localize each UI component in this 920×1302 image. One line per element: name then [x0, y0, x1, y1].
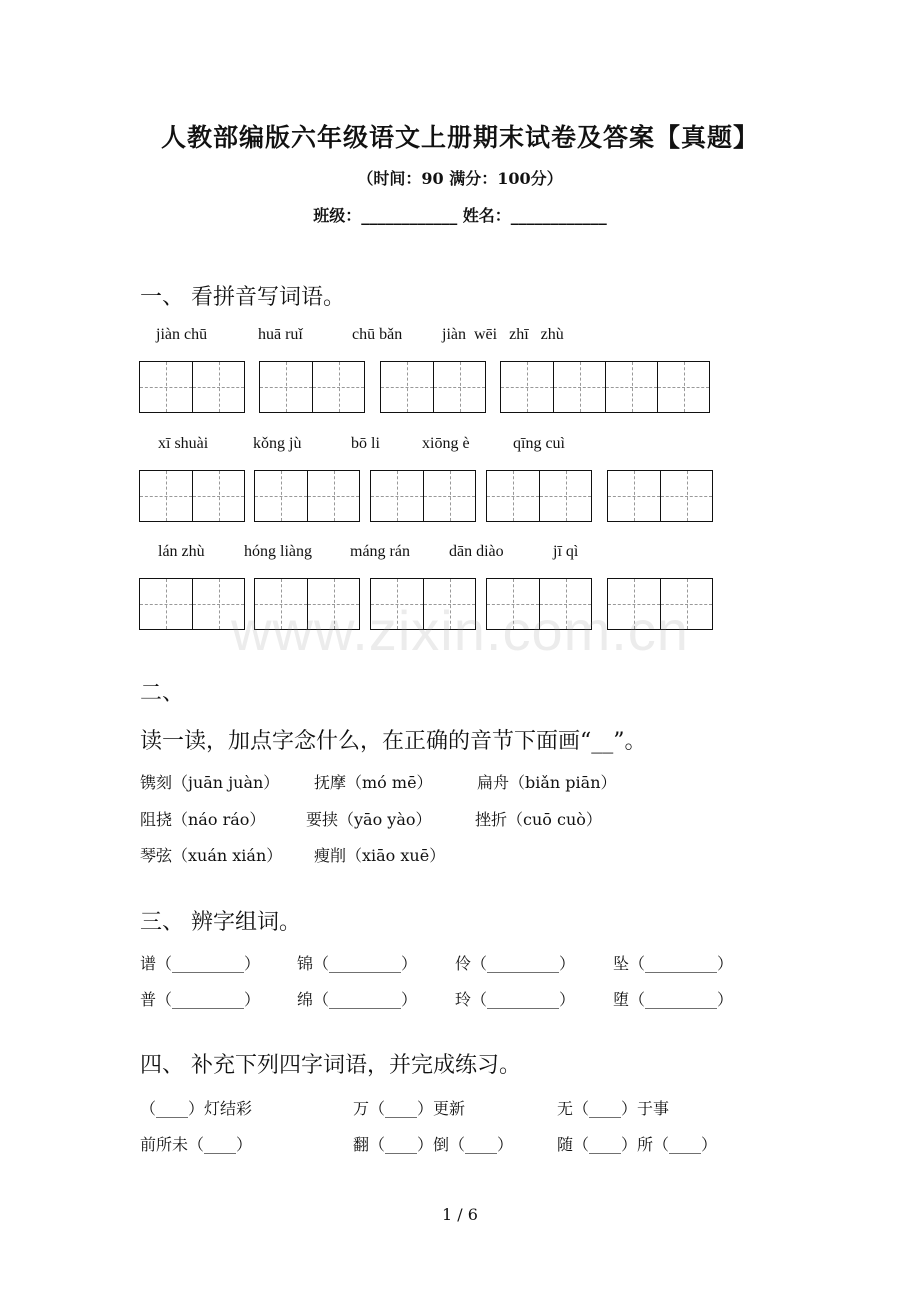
pinyin-label: xiōng è: [422, 435, 470, 452]
class-name-line: 班级：____________ 姓名：____________: [313, 206, 607, 225]
pinyin-label: huā ruǐ: [258, 326, 303, 343]
pinyin-label: kǒng jù: [253, 435, 302, 452]
pronunciation-item: 阻挠（náo ráo）: [140, 810, 266, 829]
idiom-blank[interactable]: 前所未（____）: [140, 1135, 253, 1154]
pronunciation-item: 挫折（cuō cuò）: [475, 810, 602, 829]
pinyin-label: bō li: [351, 435, 380, 452]
watermark: www.zixin.com.cn: [231, 599, 689, 662]
writing-grid[interactable]: [370, 470, 476, 522]
pronunciation-item: 镌刻（juān juàn）: [140, 773, 280, 792]
pinyin-label: dān diào: [449, 543, 504, 560]
idiom-blank[interactable]: 万（____）更新: [353, 1099, 466, 1118]
idiom-blank[interactable]: 随（____）所（____）: [557, 1135, 718, 1154]
section2-heading: 二、: [140, 681, 185, 706]
pinyin-label: jī qì: [553, 543, 579, 560]
page-number: 1 / 6: [442, 1205, 478, 1224]
writing-grid[interactable]: [486, 470, 592, 522]
writing-grid[interactable]: [607, 470, 713, 522]
pronunciation-item: 瘦削（xiāo xuē）: [314, 846, 446, 865]
pinyin-label: lán zhù: [158, 543, 205, 560]
word-blank[interactable]: 玲（_________）: [455, 990, 576, 1009]
idiom-blank[interactable]: （____）灯结彩: [140, 1099, 253, 1118]
writing-grid[interactable]: [259, 361, 365, 413]
word-blank[interactable]: 谱（_________）: [140, 954, 261, 973]
pinyin-label: máng rán: [350, 543, 410, 560]
pinyin-label: hóng liàng: [244, 543, 312, 560]
pinyin-label: jiàn wēi zhī zhù: [442, 326, 564, 343]
writing-grid[interactable]: [254, 470, 360, 522]
section1-heading: 一、 看拼音写词语。: [140, 285, 345, 310]
word-blank[interactable]: 锦（_________）: [297, 954, 418, 973]
idiom-blank[interactable]: 无（____）于事: [557, 1099, 670, 1118]
pronunciation-item: 要挟（yāo yào）: [306, 810, 432, 829]
writing-grid[interactable]: [380, 361, 486, 413]
word-blank[interactable]: 绵（_________）: [297, 990, 418, 1009]
idiom-blank[interactable]: 翻（____）倒（____）: [353, 1135, 514, 1154]
page-title: 人教部编版六年级语文上册期末试卷及答案【真题】: [160, 123, 759, 152]
writing-grid[interactable]: [500, 361, 710, 413]
pinyin-label: jiàn chū: [156, 326, 208, 343]
word-blank[interactable]: 堕（_________）: [613, 990, 734, 1009]
pronunciation-item: 抚摩（mó mē）: [314, 773, 433, 792]
word-blank[interactable]: 坠（_________）: [613, 954, 734, 973]
word-blank[interactable]: 普（_________）: [140, 990, 261, 1009]
exam-info: （时间：90 满分：100分）: [357, 169, 563, 188]
section3-heading: 三、 辨字组词。: [140, 910, 301, 935]
pronunciation-item: 琴弦（xuán xián）: [140, 846, 283, 865]
writing-grid[interactable]: [139, 470, 245, 522]
word-blank[interactable]: 伶（_________）: [455, 954, 576, 973]
pronunciation-item: 扁舟（biǎn piān）: [477, 773, 617, 792]
section2-instruction: 读一读，加点字念什么，在正确的音节下面画“__”。: [140, 729, 647, 754]
section4-heading: 四、 补充下列四字词语，并完成练习。: [140, 1053, 521, 1078]
writing-grid[interactable]: [139, 361, 245, 413]
pinyin-label: chū bǎn: [352, 326, 403, 343]
pinyin-label: qīng cuì: [513, 435, 565, 452]
pinyin-label: xī shuài: [158, 435, 209, 452]
